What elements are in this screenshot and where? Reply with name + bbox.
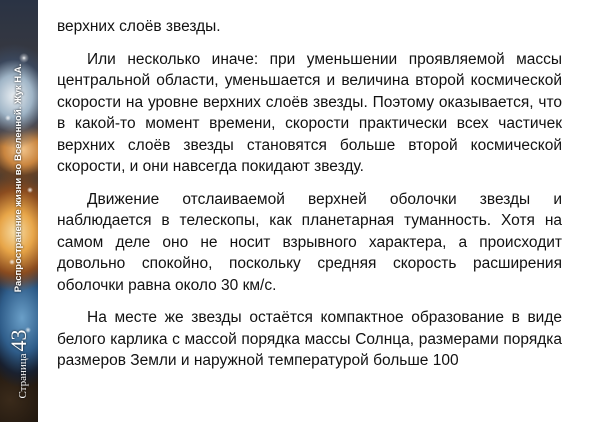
page-label	[6, 319, 32, 409]
paragraph: Или несколько иначе: при уменьшении проявляемой массы центральной области, уменьшается и величина второй космической скорости на уровне верхних слоёв звезды. Поэтому оказывается, что в какой-то момент времени, скорости практически всех частичек верхних слоёв звезды становятся больше второй космической скорости, и они навсегда покидают звезду.	[57, 50, 562, 175]
paragraph: Движение отслаиваемой верхней оболочки звезды и наблюдается в телескопы, как планетарная туманность. Хотя на самом деле оно не носит взрывного характера, а происходит довольно спокойно, поскольку средняя скорость расширения оболочки равна около 30 км/с.	[57, 190, 562, 294]
running-title: Распространение жизни во Вселенной. Жук Н.А.	[13, 63, 24, 293]
paragraph-continuation: верхних слоёв звезды.	[57, 18, 221, 35]
page-number: 43	[6, 329, 31, 352]
body-text	[57, 16, 562, 383]
paragraph: На месте же звезды остаётся компактное образование в виде белого карлика с массой порядка массы Солнца, размерами порядка размеров Земли и наружной температурой больше 100	[57, 309, 562, 369]
space-illustration-strip	[0, 0, 38, 422]
page-word: Страница	[17, 353, 29, 399]
